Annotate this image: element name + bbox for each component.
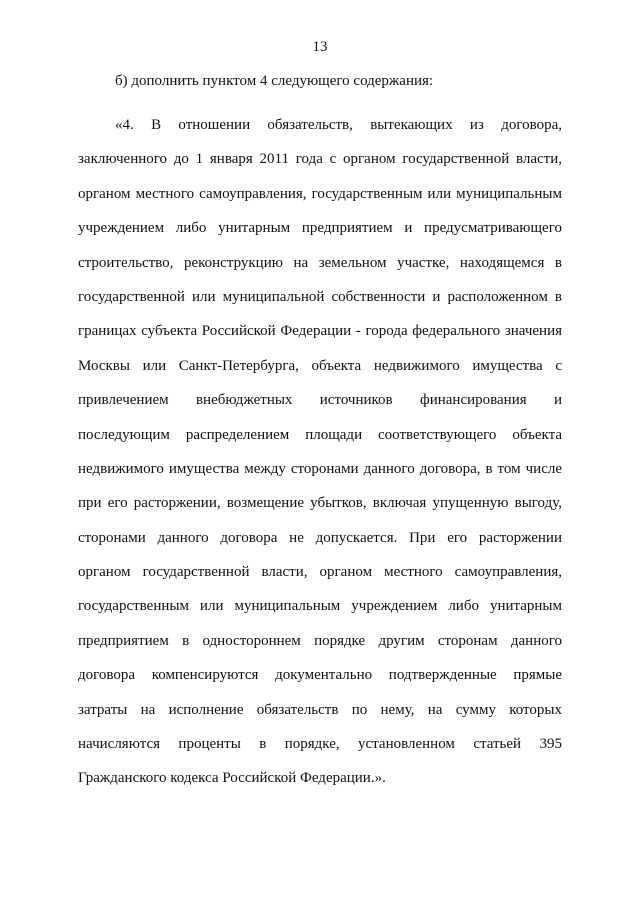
paragraph-line: привлечением внебюджетных источников финансирования и	[78, 392, 562, 408]
paragraph-line: органом государственной власти, органом местного самоуправления,	[78, 564, 562, 580]
paragraph-line: затраты на исполнение обязательств по нему, на сумму которых	[78, 702, 562, 718]
paragraph-line: государственным или муниципальным учреждением либо унитарным	[78, 598, 562, 614]
paragraph-line: строительство, реконструкцию на земельном участке, находящемся в	[78, 255, 562, 271]
paragraph-line: органом местного самоуправления, государственным или муниципальным	[78, 186, 562, 202]
paragraph-line: государственной или муниципальной собственности и расположенном в	[78, 289, 562, 305]
paragraph-line: начисляются проценты в порядке, установленном статьей 395	[78, 736, 562, 752]
paragraph-line: при его расторжении, возмещение убытков, включая упущенную выгоду,	[78, 495, 562, 511]
paragraph-line: Гражданского кодекса Российской Федерации.».	[78, 770, 386, 786]
paragraph-line: сторонами данного договора не допускается. При его расторжении	[78, 530, 562, 546]
paragraph-line: предприятием в одностороннем порядке другим сторонам данного	[78, 633, 562, 649]
page-number: 13	[312, 39, 328, 55]
paragraph-line: договора компенсируются документально подтвержденные прямые	[78, 667, 562, 683]
intro-line: б) дополнить пунктом 4 следующего содержания:	[115, 73, 434, 89]
paragraph-line: границах субъекта Российской Федерации - города федерального значения	[78, 323, 562, 339]
paragraph-line: учреждением либо унитарным предприятием и предусматривающего	[78, 220, 562, 236]
paragraph-line: «4. В отношении обязательств, вытекающих из договора,	[115, 117, 562, 133]
paragraph-line: недвижимого имущества между сторонами данного договора, в том числе	[78, 461, 562, 477]
paragraph-line: заключенного до 1 января 2011 года с органом государственной власти,	[78, 151, 562, 167]
paragraph-line: Москвы или Санкт-Петербурга, объекта недвижимого имущества с	[78, 358, 562, 374]
paragraph-line: последующим распределением площади соответствующего объекта	[78, 427, 562, 443]
